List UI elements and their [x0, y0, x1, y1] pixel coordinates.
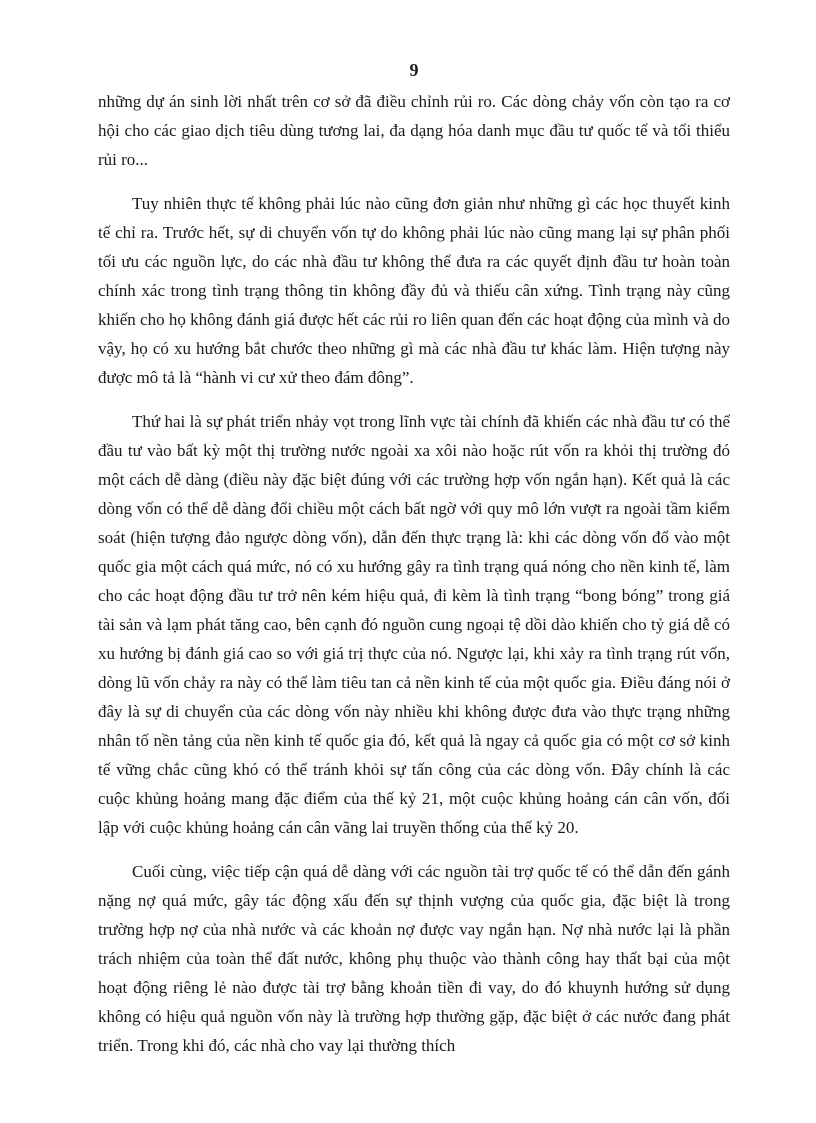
paragraph-debt-burden: Cuối cùng, việc tiếp cận quá dễ dàng với các nguồn tài trợ quốc tế có thể dẫn đến gánh nặng nợ quá mức, gây tác động xấu đến sự thịnh vượng của quốc gia, đặc biệt là trong trường hợp nợ của nhà nước và các khoản nợ được vay ngắn hạn. Nợ nhà nước lại là phần trách nhiệm của toàn thể đất nước, không phụ thuộc vào thành công hay thất bại của một hoạt động riêng lẻ nào được tài trợ bằng khoản tiền đi vay, do đó khuynh hướng sử dụng không có hiệu quả nguồn vốn này là trường hợp thường gặp, đặc biệt ở các nước đang phát triển. Trong khi đó, các nhà cho vay lại thường thích [98, 862, 730, 1055]
paragraph-reality-not-simple: Tuy nhiên thực tế không phải lúc nào cũng đơn giản như những gì các học thuyết kinh tế chỉ ra. Trước hết, sự di chuyển vốn tự do không phải lúc nào cũng mang lại sự phân phối tối ưu các nguồn lực, do các nhà đầu tư không thể đưa ra các quyết định đầu tư hoàn toàn chính xác trong tình trạng thông tin không đầy đủ và thiếu cân xứng. Tình trạng này cũng khiến cho họ không đánh giá được hết các rủi ro liên quan đến các hoạt động của mình và do vậy, họ có xu hướng bắt chước theo những gì mà các nhà đầu tư khác làm. Hiện tượng này được mô tả là “hành vi cư xử theo đám đông”. [98, 194, 730, 387]
paragraph-continuation: những dự án sinh lời nhất trên cơ sở đã điều chỉnh rủi ro. Các dòng chảy vốn còn tạo ra cơ hội cho các giao dịch tiêu dùng tương lai, đa dạng hóa danh mục đầu tư quốc tế và tối thiểu rủi ro... [98, 92, 730, 169]
page-number: 9 [409, 60, 419, 80]
paragraph-financial-development: Thứ hai là sự phát triển nhảy vọt trong lĩnh vực tài chính đã khiến các nhà đầu tư có thể đầu tư vào bất kỳ một thị trường nước ngoài xa xôi nào hoặc rút vốn ra khỏi thị trường đó một cách dễ dàng (điều này đặc biệt đúng với các trường hợp vốn ngắn hạn). Kết quả là các dòng vốn có thể dễ dàng đổi chiều một cách bất ngờ với quy mô lớn vượt ra ngoài tầm kiểm soát (hiện tượng đảo ngược dòng vốn), dẫn đến thực trạng là: khi các dòng vốn đổ vào một quốc gia một cách quá mức, nó có xu hướng gây ra tình trạng quá nóng cho nền kinh tế, làm cho các hoạt động đầu tư trở nên kém hiệu quả, đi kèm là tình trạng “bong bóng” trong giá tài sản và lạm phát tăng cao, bên cạnh đó nguồn cung ngoại tệ dồi dào khiến cho tỷ giá dễ có xu hướng bị đánh giá cao so với giá trị thực của nó. Ngược lại, khi xảy ra tình trạng rút vốn, dòng lũ vốn chảy ra này có thể làm tiêu tan cả nền kinh tế của một quốc gia. Điều đáng nói ở đây là sự di chuyển của các dòng vốn này nhiều khi không được đưa vào thực trạng những nhân tố nền tảng của nền kinh tế quốc gia đó, kết quả là ngay cả quốc gia có một cơ sở kinh tế vững chắc cũng khó có thể tránh khỏi sự tấn công của các dòng vốn. Đây chính là các cuộc khủng hoảng mang đặc điểm của thế kỷ 21, một cuộc khủng hoảng cán cân vốn, đối lập với cuộc khủng hoảng cán cân vãng lai truyền thống của thế kỷ 20. [98, 412, 730, 837]
document-page [98, 55, 730, 1075]
